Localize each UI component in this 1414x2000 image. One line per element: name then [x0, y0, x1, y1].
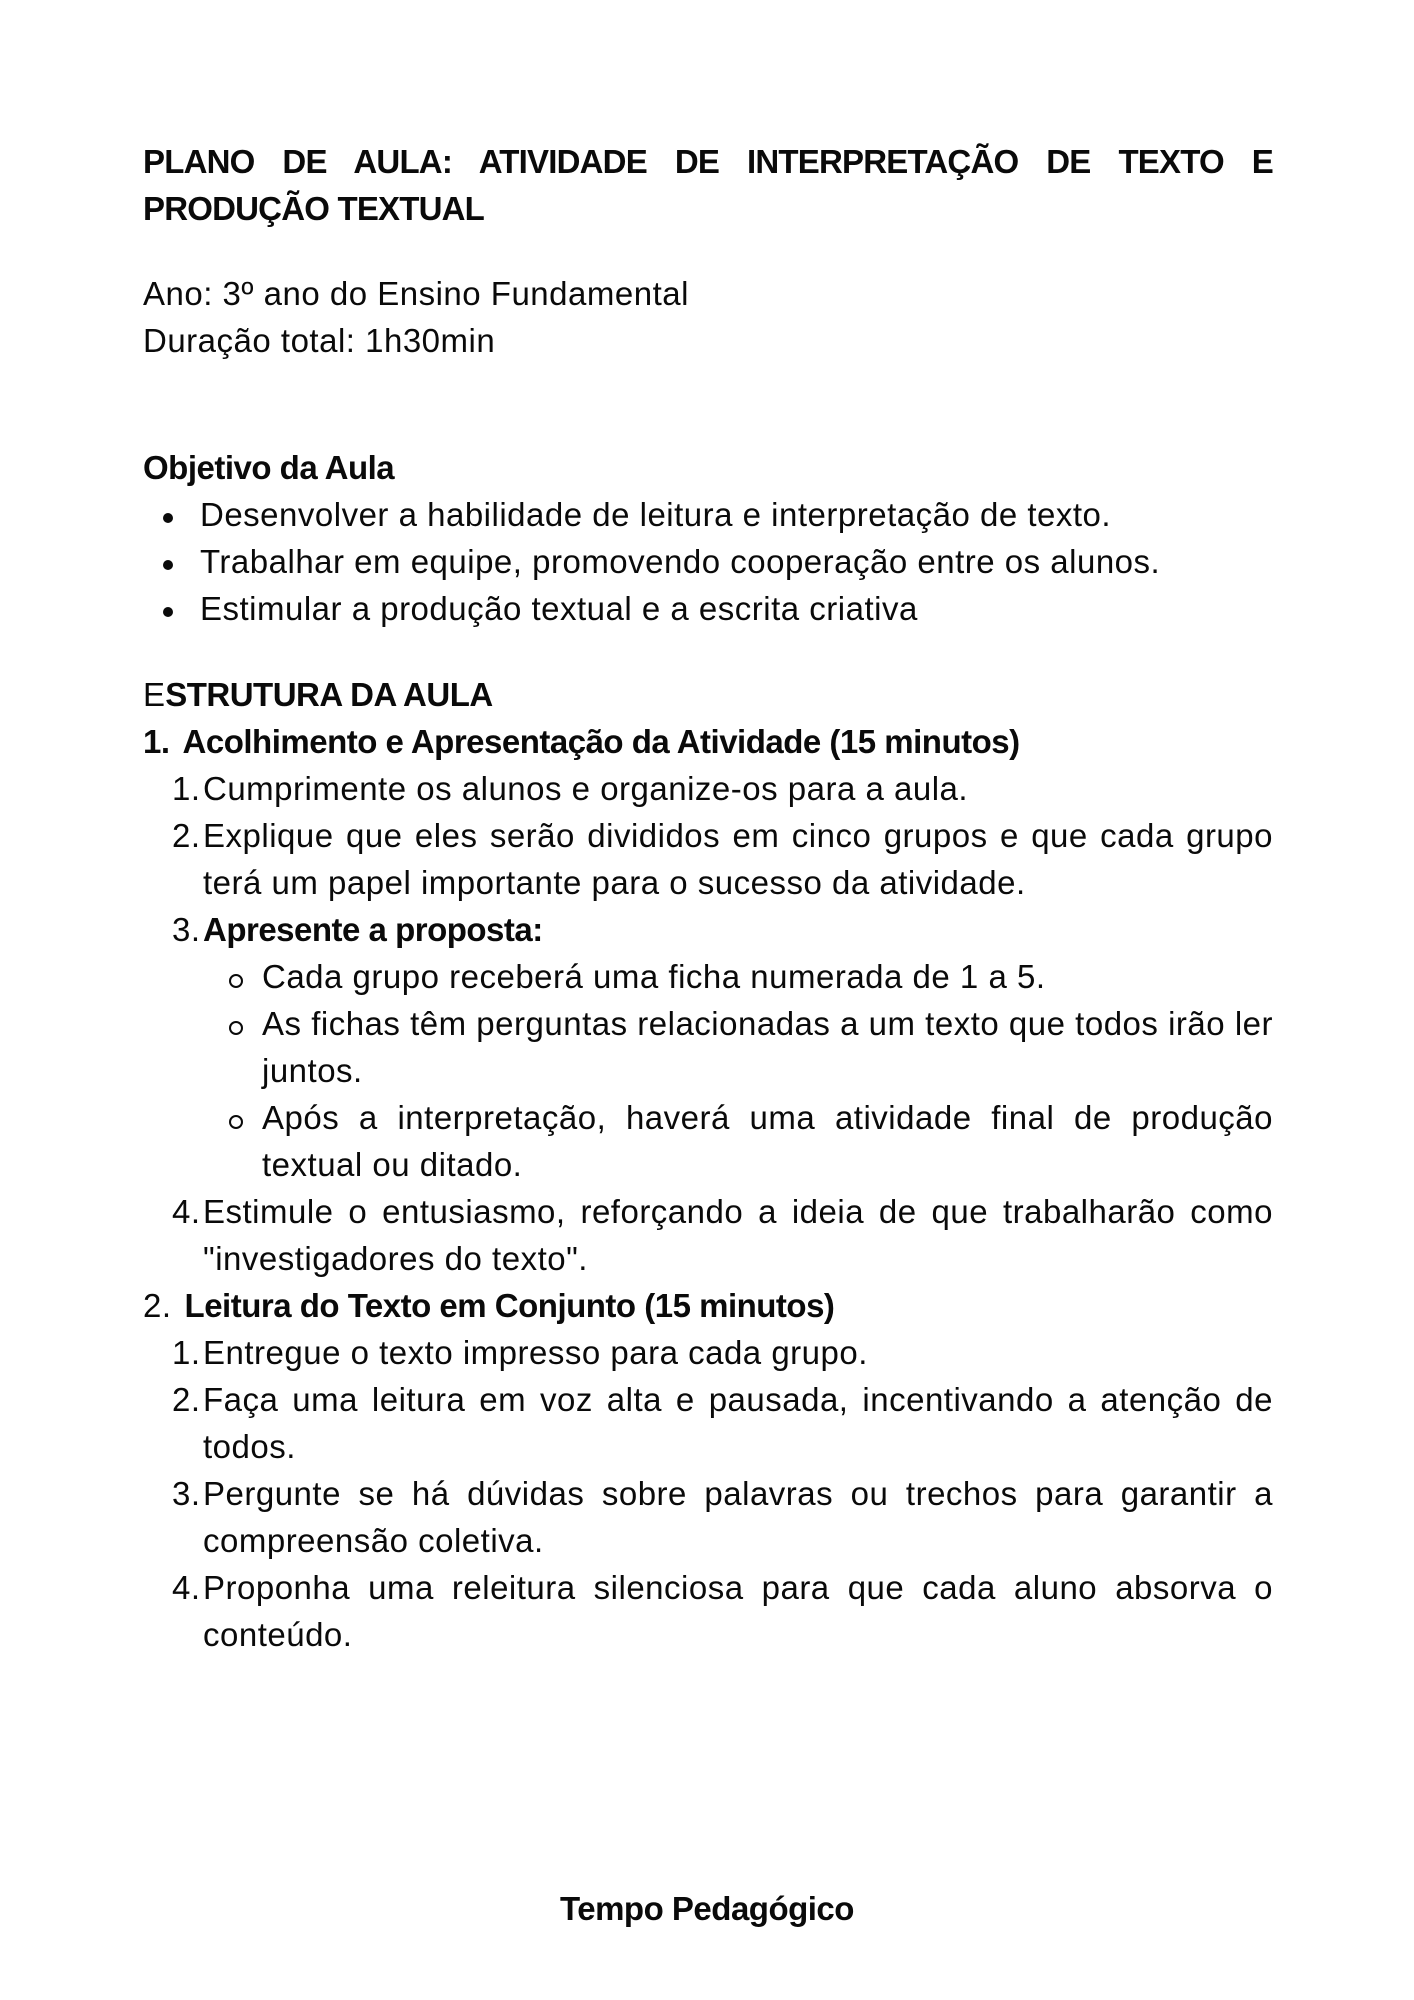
- section-1-heading: [143, 718, 1273, 765]
- circle-bullet-icon: [229, 1094, 262, 1188]
- list-number: 3.: [172, 1475, 201, 1512]
- bullet-icon: [163, 538, 200, 585]
- section-number: 1.: [143, 723, 170, 760]
- list-item: [229, 1000, 1273, 1094]
- meta-block: [143, 270, 1273, 364]
- section-2-heading: [143, 1282, 1273, 1329]
- objective-heading: Objetivo da Aula: [143, 449, 395, 486]
- list-item-text: Cada grupo receberá uma ficha numerada de 1 a 5.: [262, 958, 1046, 995]
- list-item: [172, 1188, 1273, 1282]
- list-item-text: Após a interpretação, haverá uma atividade final de produção textual ou ditado.: [262, 1099, 1273, 1183]
- list-item-text: Desenvolver a habilidade de leitura e interpretação de texto.: [200, 496, 1112, 533]
- list-item: [172, 1376, 1273, 1470]
- section-title: Acolhimento e Apresentação da Atividade (15 minutos): [182, 723, 1020, 760]
- circle-bullet-icon: [229, 953, 262, 1000]
- objective-bullet-list: [143, 491, 1273, 632]
- document-body: [143, 0, 1273, 1658]
- duration-line: Duração total: 1h30min: [143, 322, 496, 359]
- list-number: 1.: [172, 770, 201, 807]
- list-item: [172, 1329, 1273, 1376]
- list-item: [163, 585, 1273, 632]
- list-item-text: Pergunte se há dúvidas sobre palavras ou trechos para garantir a compreensão coletiva.: [203, 1475, 1273, 1559]
- structure-heading-rest: STRUTURA DA AULA: [165, 676, 493, 713]
- section-number: 2.: [143, 1287, 172, 1324]
- list-item: [172, 765, 1273, 812]
- bullet-icon: [163, 491, 200, 538]
- list-number: 2.: [172, 1381, 201, 1418]
- structure-heading: [143, 671, 1273, 718]
- list-item: [172, 812, 1273, 906]
- structure-heading-initial: E: [143, 676, 166, 713]
- section-1-steps: [143, 765, 1273, 1282]
- list-item: [229, 953, 1273, 1000]
- section-2-steps: [143, 1329, 1273, 1658]
- circle-bullet-icon: [229, 1000, 262, 1094]
- page-footer-title: Tempo Pedagógico: [560, 1890, 854, 1927]
- list-item-text: Trabalhar em equipe, promovendo cooperação entre os alunos.: [200, 543, 1161, 580]
- grade-line: Ano: 3º ano do Ensino Fundamental: [143, 275, 689, 312]
- list-item-text: Apresente a proposta:: [203, 911, 543, 948]
- list-number: 4.: [172, 1569, 201, 1606]
- list-item-text: Explique que eles serão divididos em cinco grupos e que cada grupo terá um papel importante para o sucesso da atividade.: [203, 817, 1273, 901]
- list-item-text: Cumprimente os alunos e organize-os para a aula.: [203, 770, 969, 807]
- list-number: 4.: [172, 1193, 201, 1230]
- document-title: PLANO DE AULA: ATIVIDADE DE INTERPRETAÇÃO DE TEXTO E PRODUÇÃO TEXTUAL: [143, 143, 1273, 227]
- list-number: 1.: [172, 1334, 201, 1371]
- list-item: [172, 1470, 1273, 1564]
- list-number: 2.: [172, 817, 201, 854]
- list-item-text: Faça uma leitura em voz alta e pausada, incentivando a atenção de todos.: [203, 1381, 1273, 1465]
- list-item: [172, 906, 1273, 953]
- list-item: [163, 491, 1273, 538]
- list-number: 3.: [172, 911, 201, 948]
- section-title: Leitura do Texto em Conjunto (15 minutos): [184, 1287, 835, 1324]
- list-item: [229, 1094, 1273, 1188]
- list-item-text: As fichas têm perguntas relacionadas a um texto que todos irão ler juntos.: [262, 1005, 1273, 1089]
- list-item: [172, 1564, 1273, 1658]
- list-item-text: Proponha uma releitura silenciosa para que cada aluno absorva o conteúdo.: [203, 1569, 1273, 1653]
- list-item-text: Entregue o texto impresso para cada grupo.: [203, 1334, 868, 1371]
- list-item-text: Estimule o entusiasmo, reforçando a ideia de que trabalharão como "investigadores do texto".: [203, 1193, 1273, 1277]
- bullet-icon: [163, 585, 200, 632]
- list-item: [163, 538, 1273, 585]
- list-item-text: Estimular a produção textual e a escrita criativa: [200, 590, 918, 627]
